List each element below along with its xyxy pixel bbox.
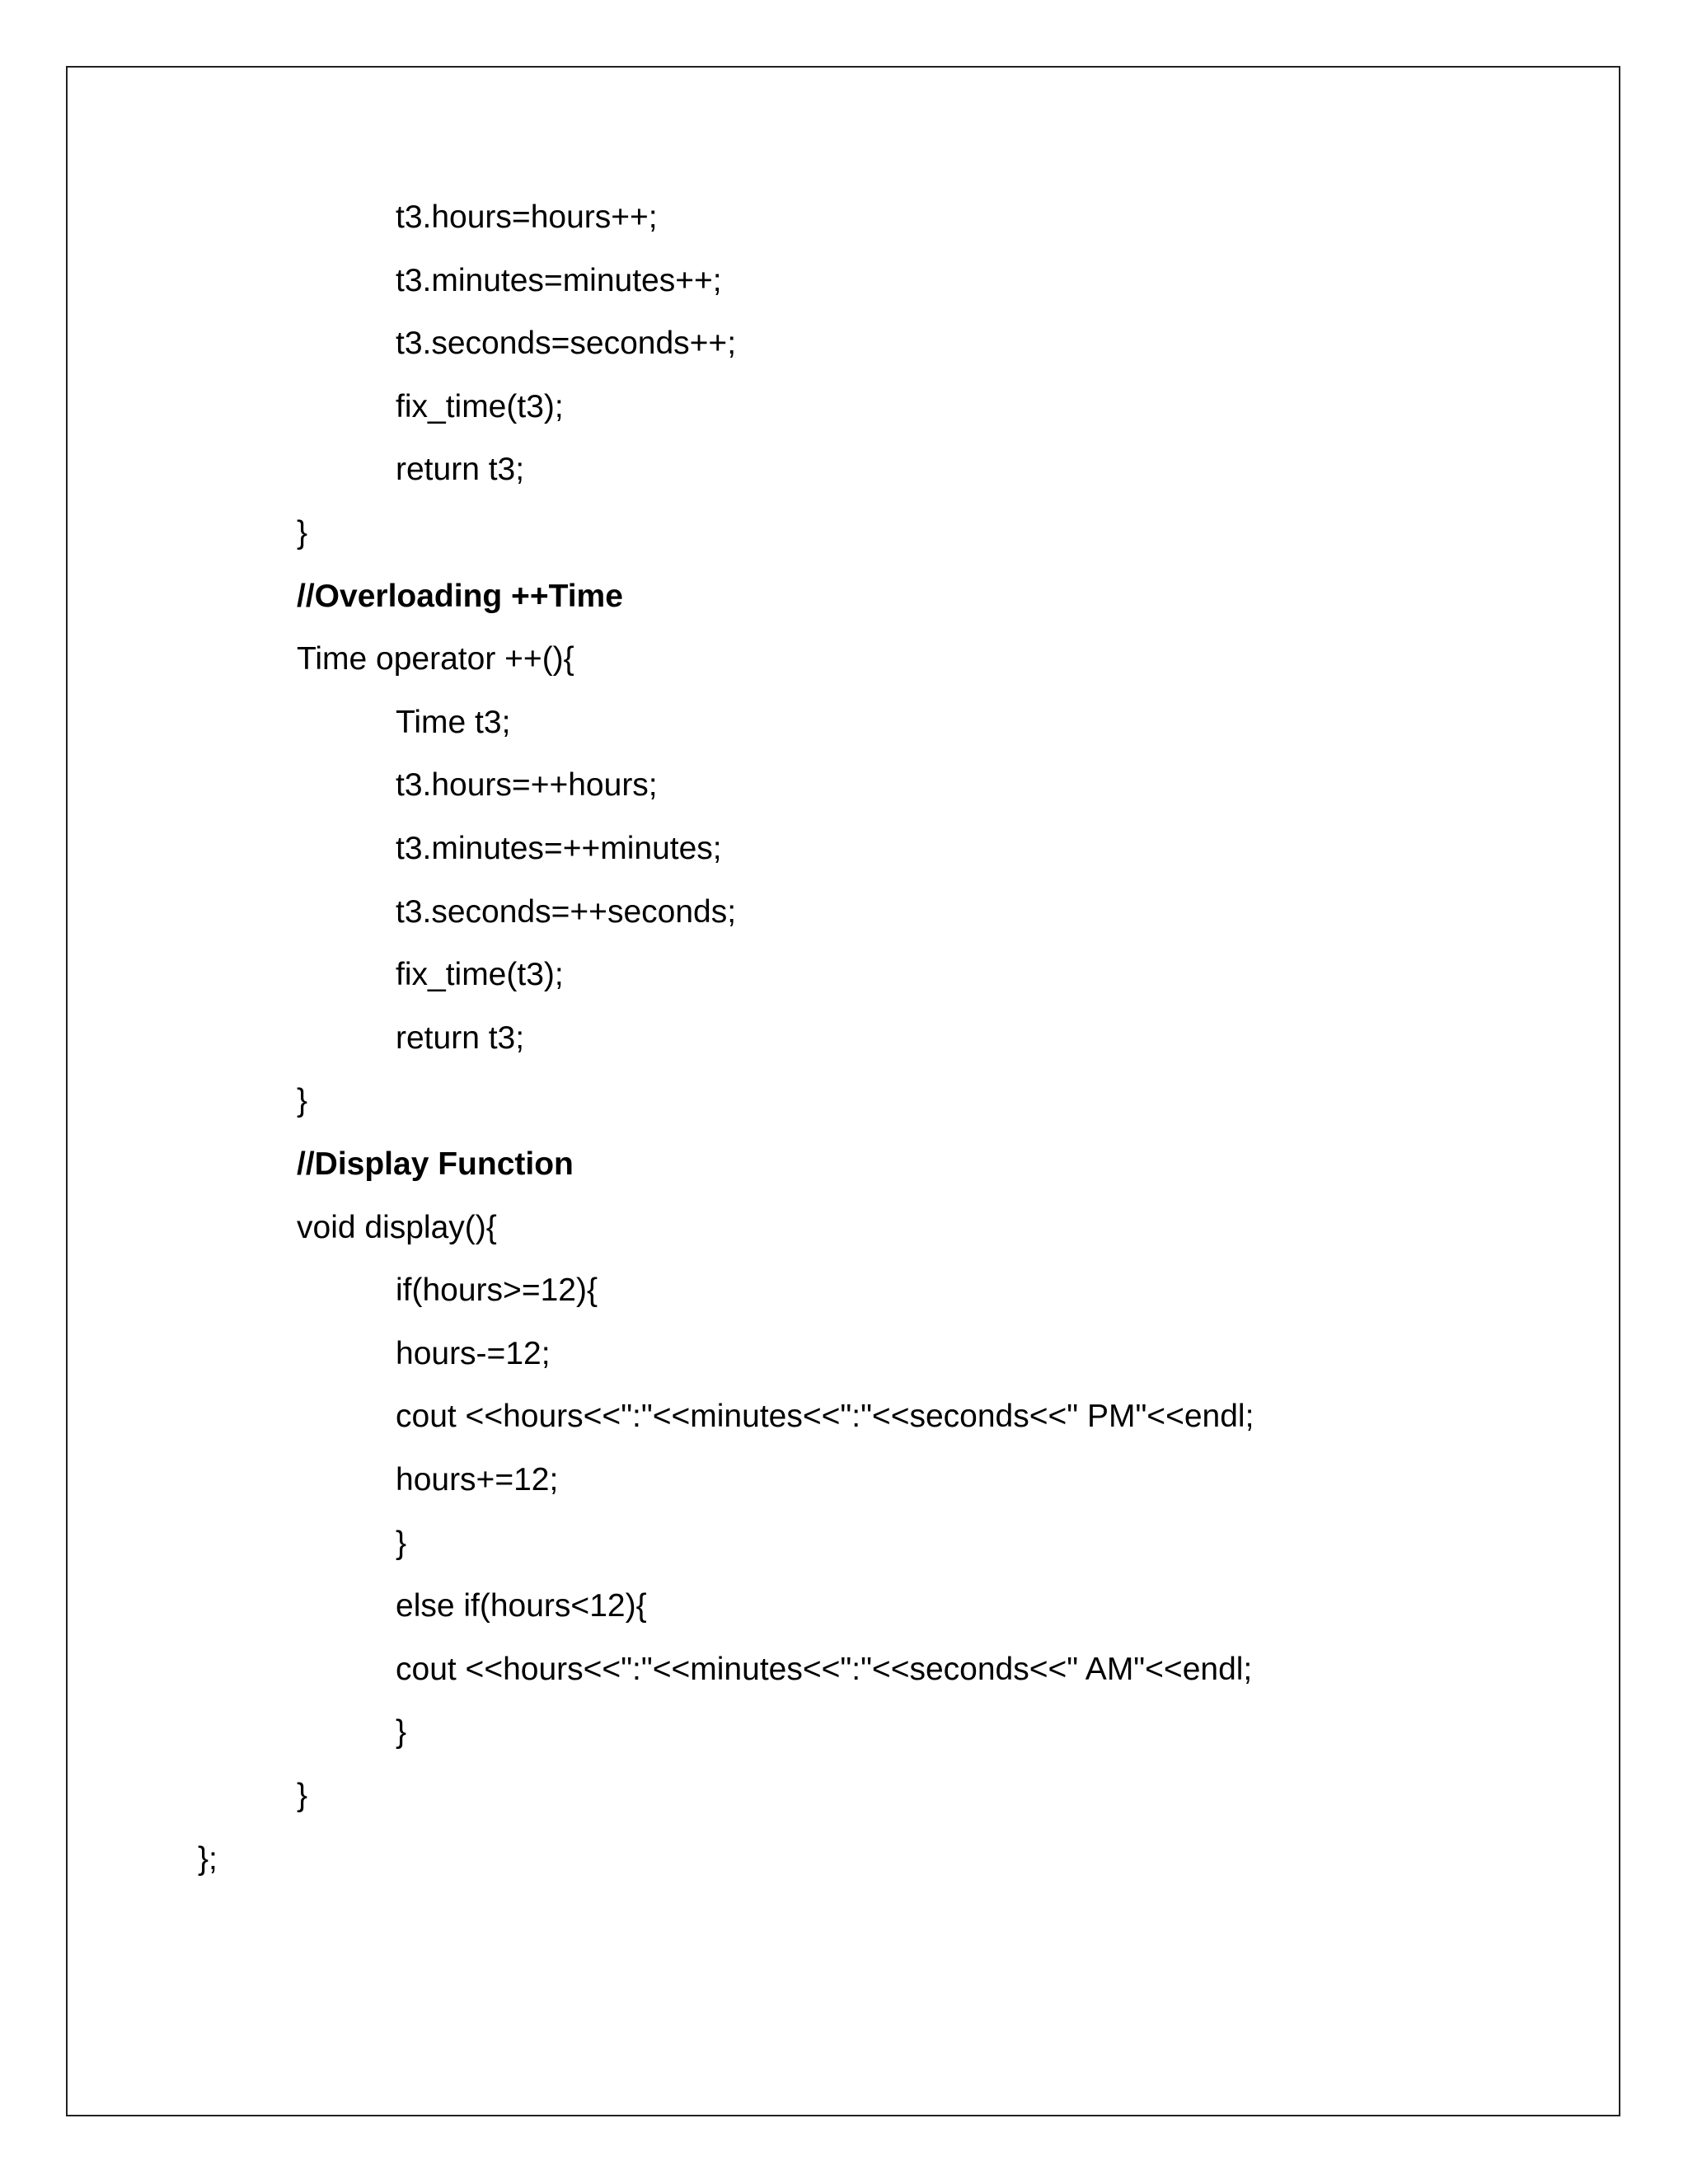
code-line: hours-=12;: [396, 1336, 551, 1371]
code-line: fix_time(t3);: [396, 957, 564, 992]
code-line: if(hours>=12){: [396, 1272, 598, 1308]
code-line: cout <<hours<<":"<<minutes<<":"<<seconds<<" AM"<<endl;: [396, 1652, 1253, 1687]
code-line: t3.seconds=++seconds;: [396, 894, 737, 930]
code-line: t3.hours=++hours;: [396, 767, 658, 803]
code-line: fix_time(t3);: [396, 389, 564, 424]
code-line: }: [297, 1778, 308, 1813]
code-line: t3.seconds=seconds++;: [396, 326, 737, 361]
code-line: cout <<hours<<":"<<minutes<<":"<<seconds<<" PM"<<endl;: [396, 1399, 1254, 1434]
code-line: return t3;: [396, 452, 525, 487]
code-line: Time t3;: [396, 705, 511, 740]
code-line: };: [198, 1841, 218, 1877]
code-line: t3.minutes=++minutes;: [396, 831, 722, 866]
code-line: }: [396, 1526, 407, 1561]
code-line: }: [297, 515, 308, 551]
code-line: }: [396, 1714, 407, 1750]
code-comment-line: //Display Function: [297, 1146, 574, 1182]
code-line: }: [297, 1083, 308, 1118]
code-line: hours+=12;: [396, 1462, 559, 1497]
code-line: else if(hours<12){: [396, 1588, 647, 1624]
code-line: return t3;: [396, 1020, 525, 1056]
code-line: void display(){: [297, 1210, 497, 1245]
code-line: t3.hours=hours++;: [396, 199, 658, 235]
code-line: t3.minutes=minutes++;: [396, 263, 722, 298]
code-comment-line: //Overloading ++Time: [297, 579, 623, 614]
code-line: Time operator ++(){: [297, 641, 574, 677]
